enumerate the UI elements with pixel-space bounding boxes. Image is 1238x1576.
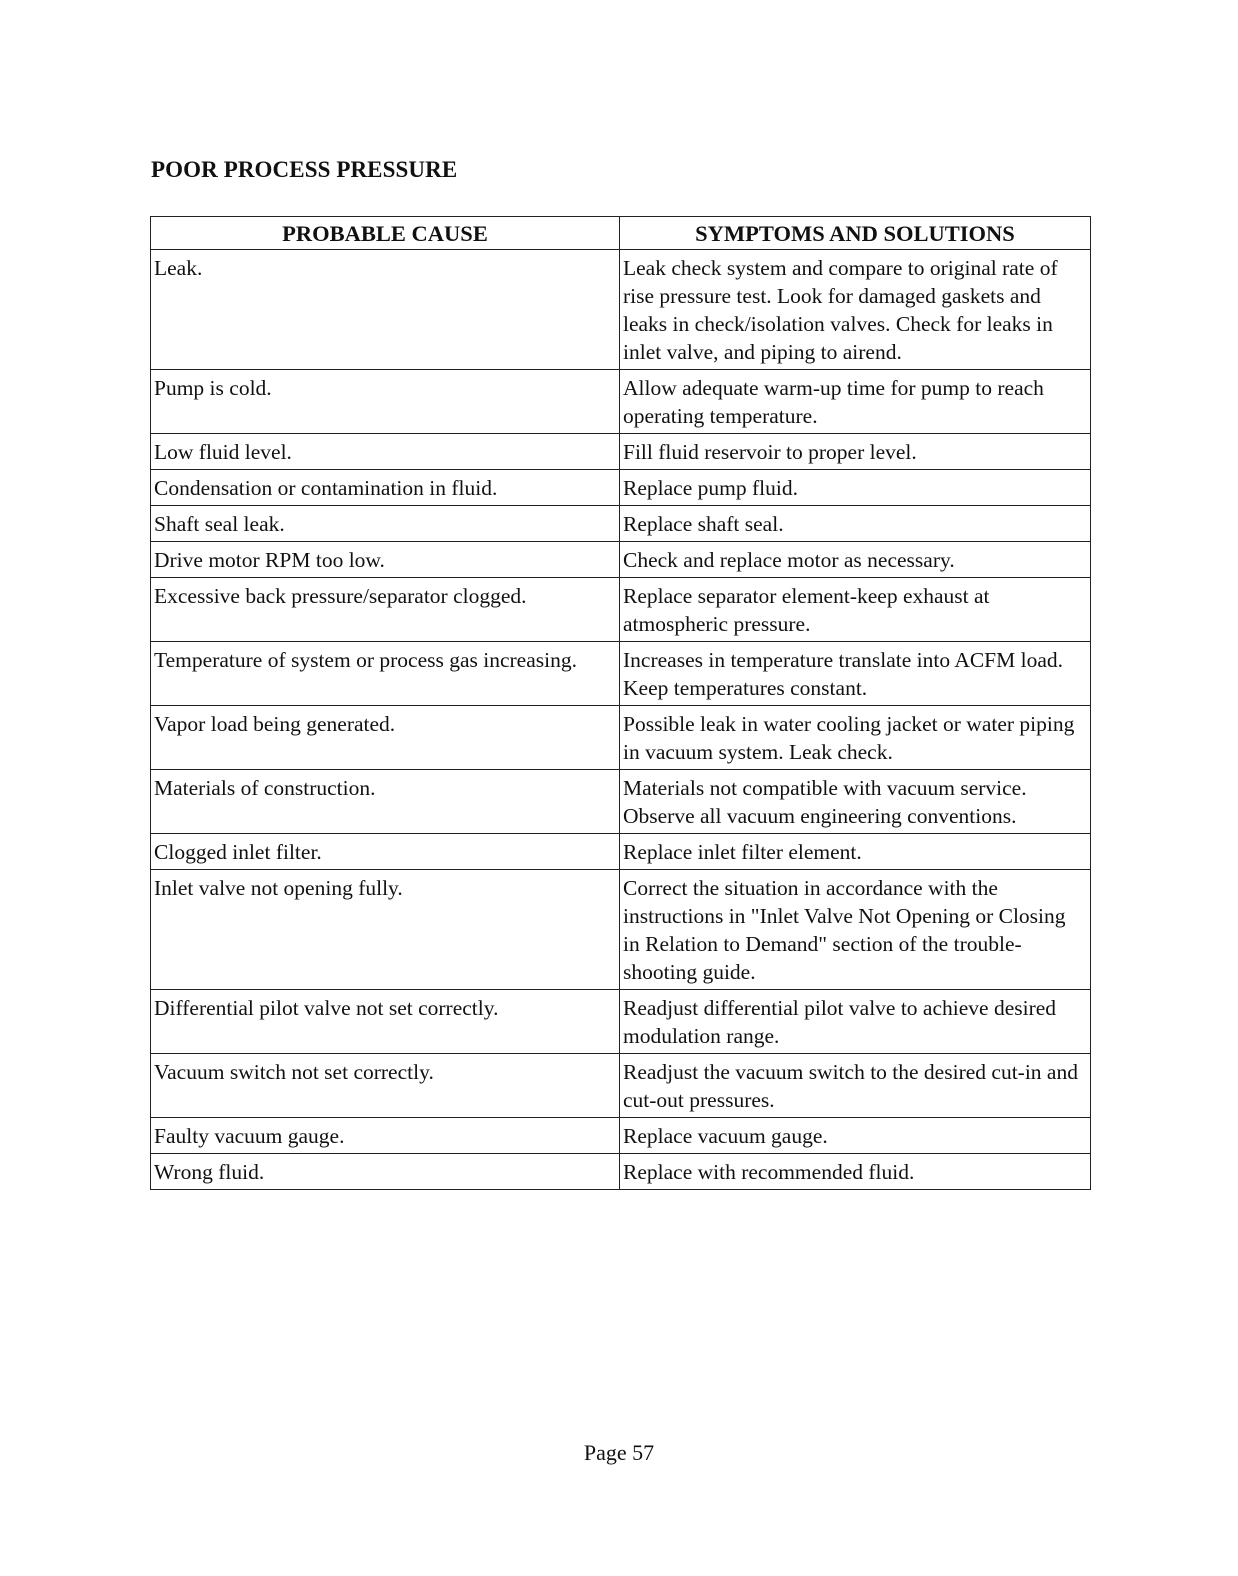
solution-cell: Leak check system and compare to original rate of rise pressure test. Look for damaged gaskets and leaks in check/isolation valves. Check for leaks in inlet valve, and piping to airend. <box>620 250 1091 370</box>
cause-cell: Faulty vacuum gauge. <box>151 1118 620 1154</box>
table-row <box>151 1118 1091 1154</box>
solution-cell: Readjust differential pilot valve to achieve desired modulation range. <box>620 990 1091 1054</box>
solution-cell: Allow adequate warm-up time for pump to reach operating temperature. <box>620 370 1091 434</box>
troubleshooting-table <box>150 216 1091 1190</box>
cause-cell: Condensation or contamination in fluid. <box>151 470 620 506</box>
cause-cell: Temperature of system or process gas increasing. <box>151 642 620 706</box>
solution-cell: Replace vacuum gauge. <box>620 1118 1091 1154</box>
table-row <box>151 578 1091 642</box>
table-row <box>151 834 1091 870</box>
cause-cell: Vacuum switch not set correctly. <box>151 1054 620 1118</box>
table-row <box>151 434 1091 470</box>
table-header-row <box>151 217 1091 250</box>
table-row <box>151 542 1091 578</box>
table-row <box>151 506 1091 542</box>
solution-cell: Replace separator element-keep exhaust at atmospheric pressure. <box>620 578 1091 642</box>
solution-cell: Possible leak in water cooling jacket or water piping in vacuum system. Leak check. <box>620 706 1091 770</box>
solution-cell: Correct the situation in accordance with the instructions in "Inlet Valve Not Opening or Closing in Relation to Demand" section of the trouble-shooting guide. <box>620 870 1091 990</box>
cause-cell: Wrong fluid. <box>151 1154 620 1190</box>
solution-cell: Replace pump fluid. <box>620 470 1091 506</box>
cause-cell: Differential pilot valve not set correctly. <box>151 990 620 1054</box>
table-row <box>151 370 1091 434</box>
table-row <box>151 1054 1091 1118</box>
solution-cell: Increases in temperature translate into ACFM load. Keep temperatures constant. <box>620 642 1091 706</box>
page-title: POOR PROCESS PRESSURE <box>151 157 458 182</box>
table-row <box>151 1154 1091 1190</box>
cause-cell: Excessive back pressure/separator clogged. <box>151 578 620 642</box>
table-row <box>151 470 1091 506</box>
solution-cell: Fill fluid reservoir to proper level. <box>620 434 1091 470</box>
table-row <box>151 770 1091 834</box>
column-header-symptoms-solutions: SYMPTOMS AND SOLUTIONS <box>620 217 1091 250</box>
cause-cell: Inlet valve not opening fully. <box>151 870 620 990</box>
solution-cell: Replace with recommended fluid. <box>620 1154 1091 1190</box>
cause-cell: Shaft seal leak. <box>151 506 620 542</box>
cause-cell: Pump is cold. <box>151 370 620 434</box>
cause-cell: Clogged inlet filter. <box>151 834 620 870</box>
table-row <box>151 870 1091 990</box>
cause-cell: Low fluid level. <box>151 434 620 470</box>
solution-cell: Check and replace motor as necessary. <box>620 542 1091 578</box>
table-row <box>151 990 1091 1054</box>
solution-cell: Replace shaft seal. <box>620 506 1091 542</box>
cause-cell: Drive motor RPM too low. <box>151 542 620 578</box>
column-header-probable-cause: PROBABLE CAUSE <box>151 217 620 250</box>
table-row <box>151 250 1091 370</box>
solution-cell: Replace inlet filter element. <box>620 834 1091 870</box>
cause-cell: Leak. <box>151 250 620 370</box>
cause-cell: Vapor load being generated. <box>151 706 620 770</box>
table-row <box>151 706 1091 770</box>
solution-cell: Materials not compatible with vacuum service. Observe all vacuum engineering conventions. <box>620 770 1091 834</box>
cause-cell: Materials of construction. <box>151 770 620 834</box>
solution-cell: Readjust the vacuum switch to the desired cut-in and cut-out pressures. <box>620 1054 1091 1118</box>
page-number: Page 57 <box>583 1440 655 1465</box>
table-row <box>151 642 1091 706</box>
